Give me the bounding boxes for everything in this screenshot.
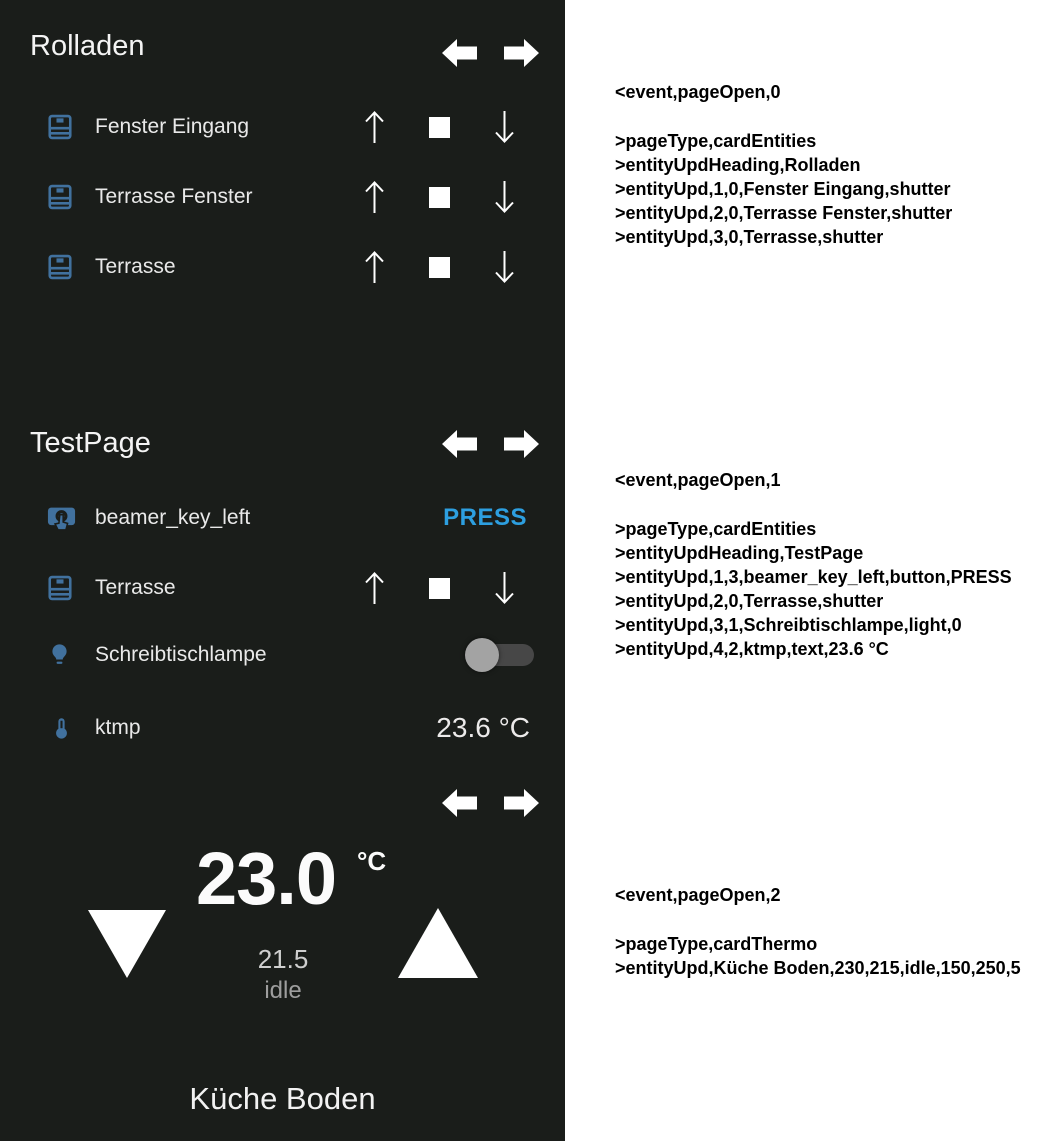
stop-square-icon bbox=[429, 578, 450, 599]
log-line: >entityUpd,3,0,Terrasse,shutter bbox=[615, 227, 884, 247]
temperature-unit: °C bbox=[357, 846, 387, 876]
log-event-line: <event,pageOpen,2 bbox=[615, 885, 781, 905]
entity-label: Schreibtischlampe bbox=[95, 643, 267, 666]
card-rolladen bbox=[0, 0, 565, 400]
entity-row bbox=[0, 633, 565, 677]
entity-row bbox=[0, 496, 565, 540]
log-gap bbox=[615, 907, 1021, 932]
nav-prev-icon[interactable] bbox=[441, 37, 479, 69]
arrow-down-icon bbox=[493, 570, 516, 606]
shutter-icon bbox=[46, 252, 74, 282]
entity-row bbox=[0, 175, 565, 219]
shutter-icon bbox=[46, 182, 74, 212]
log-gap bbox=[615, 492, 1012, 517]
log-line: >entityUpd,2,0,Terrasse Fenster,shutter bbox=[615, 203, 953, 223]
arrow-up-icon bbox=[363, 109, 386, 145]
entity-label: Fenster Eingang bbox=[95, 115, 250, 138]
log-gap bbox=[615, 104, 952, 129]
target-temperature: 21.5 bbox=[257, 944, 309, 974]
log-line: >entityUpd,3,1,Schreibtischlampe,light,0 bbox=[615, 615, 962, 635]
toggle-knob bbox=[465, 638, 499, 672]
entity-row bbox=[0, 566, 565, 610]
hvac-state: idle bbox=[264, 977, 302, 1004]
log-event-line: <event,pageOpen,1 bbox=[615, 470, 781, 490]
stop-square-icon bbox=[429, 117, 450, 138]
log-line: >entityUpd,4,2,ktmp,text,23.6 °C bbox=[615, 639, 889, 659]
log-line: >entityUpd,Küche Boden,230,215,idle,150,250,5 bbox=[615, 958, 1021, 978]
sensor-value: 23.6 °C bbox=[436, 712, 530, 743]
shutter-down-button[interactable] bbox=[482, 105, 526, 149]
arrow-up-icon bbox=[363, 570, 386, 606]
shutter-up-button[interactable] bbox=[352, 245, 396, 289]
temp-increase-button[interactable] bbox=[398, 908, 478, 978]
shutter-icon bbox=[46, 112, 74, 142]
log-line: >pageType,cardThermo bbox=[615, 934, 818, 954]
shutter-stop-button[interactable] bbox=[417, 566, 461, 610]
log-block-page0 bbox=[615, 80, 952, 249]
nav-next-icon[interactable] bbox=[502, 787, 540, 819]
entity-row bbox=[0, 245, 565, 289]
nav-prev-icon[interactable] bbox=[441, 428, 479, 460]
log-event-line: <event,pageOpen,0 bbox=[615, 82, 781, 102]
log-line: >entityUpd,1,3,beamer_key_left,button,PRESS bbox=[615, 567, 1012, 587]
log-line: >pageType,cardEntities bbox=[615, 519, 817, 539]
arrow-down-icon bbox=[493, 109, 516, 145]
light-toggle[interactable] bbox=[465, 637, 535, 673]
stop-square-icon bbox=[429, 187, 450, 208]
entity-label: beamer_key_left bbox=[95, 506, 251, 529]
log-block-page1 bbox=[615, 468, 1012, 661]
nav-next-icon[interactable] bbox=[502, 37, 540, 69]
entity-row bbox=[0, 105, 565, 149]
shutter-down-button[interactable] bbox=[482, 175, 526, 219]
shutter-up-button[interactable] bbox=[352, 175, 396, 219]
entity-label: ktmp bbox=[95, 716, 141, 739]
nav-next-icon[interactable] bbox=[502, 428, 540, 460]
temp-decrease-button[interactable] bbox=[88, 910, 166, 978]
log-line: >entityUpd,2,0,Terrasse,shutter bbox=[615, 591, 884, 611]
log-line: >pageType,cardEntities bbox=[615, 131, 817, 151]
log-line: >entityUpdHeading,TestPage bbox=[615, 543, 864, 563]
shutter-stop-button[interactable] bbox=[417, 105, 461, 149]
log-line: >entityUpdHeading,Rolladen bbox=[615, 155, 861, 175]
shutter-up-button[interactable] bbox=[352, 105, 396, 149]
shutter-icon bbox=[46, 573, 74, 603]
current-temperature: 23.0 bbox=[196, 837, 337, 920]
shutter-stop-button[interactable] bbox=[417, 245, 461, 289]
thermometer-icon bbox=[49, 713, 74, 744]
press-button[interactable]: PRESS bbox=[443, 504, 527, 531]
arrow-down-icon bbox=[493, 249, 516, 285]
log-block-page2 bbox=[615, 883, 1021, 980]
card-thermo bbox=[0, 768, 565, 1141]
arrow-up-icon bbox=[363, 249, 386, 285]
page-title: TestPage bbox=[30, 427, 151, 459]
page-title: Rolladen bbox=[30, 30, 145, 62]
lightbulb-icon bbox=[46, 641, 73, 670]
log-line: >entityUpd,1,0,Fenster Eingang,shutter bbox=[615, 179, 951, 199]
shutter-stop-button[interactable] bbox=[417, 175, 461, 219]
nav-prev-icon[interactable] bbox=[441, 787, 479, 819]
stop-square-icon bbox=[429, 257, 450, 278]
shutter-up-button[interactable] bbox=[352, 566, 396, 610]
gesture-tap-button-icon bbox=[46, 503, 77, 534]
entity-label: Terrasse bbox=[95, 255, 176, 278]
entity-label: Terrasse Fenster bbox=[95, 185, 253, 208]
arrow-up-icon bbox=[363, 179, 386, 215]
entity-row bbox=[0, 706, 565, 750]
card-testpage bbox=[0, 400, 565, 768]
shutter-down-button[interactable] bbox=[482, 566, 526, 610]
thermostat-title: Küche Boden bbox=[189, 1081, 376, 1116]
arrow-down-icon bbox=[493, 179, 516, 215]
shutter-down-button[interactable] bbox=[482, 245, 526, 289]
entity-label: Terrasse bbox=[95, 576, 176, 599]
